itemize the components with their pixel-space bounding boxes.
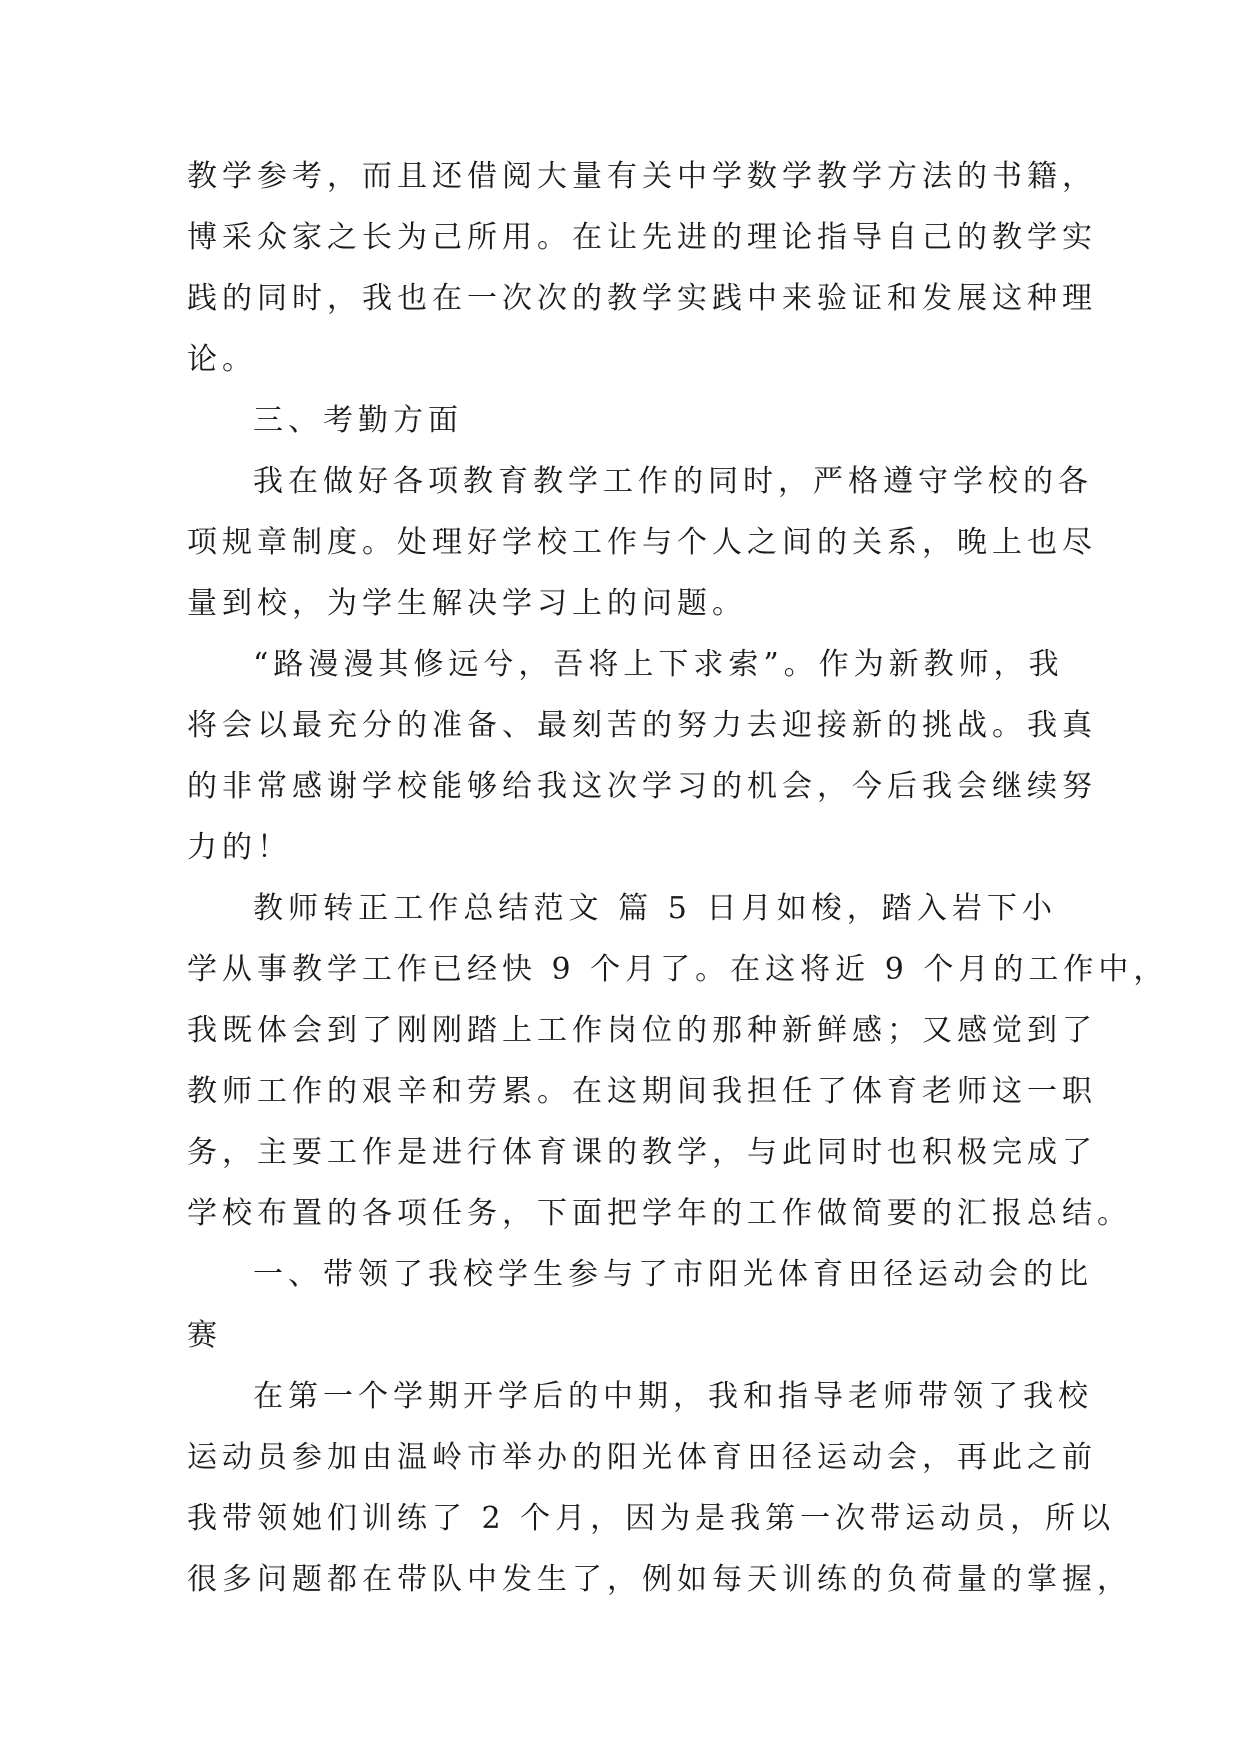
- text-line: 一、带领了我校学生参与了市阳光体育田径运动会的比: [253, 1257, 1093, 1292]
- text-line: 赛: [187, 1318, 222, 1353]
- text-line: 教师转正工作总结范文 篇 5 日月如梭，踏入岩下小: [253, 891, 1057, 926]
- text-line: 力的！: [187, 830, 292, 865]
- text-line: 务，主要工作是进行体育课的教学，与此同时也积极完成了: [187, 1135, 1097, 1170]
- text-line: 博采众家之长为己所用。在让先进的理论指导自己的教学实: [187, 220, 1097, 255]
- text-line: 运动员参加由温岭市举办的阳光体育田径运动会，再此之前: [187, 1440, 1097, 1475]
- text-line: 教师工作的艰辛和劳累。在这期间我担任了体育老师这一职: [187, 1074, 1097, 1109]
- text-line: “路漫漫其修远兮，吾将上下求索”。作为新教师，我: [253, 647, 1064, 682]
- text-line: 项规章制度。处理好学校工作与个人之间的关系，晚上也尽: [187, 525, 1097, 560]
- text-line: 量到校，为学生解决学习上的问题。: [187, 586, 747, 621]
- text-line: 教学参考，而且还借阅大量有关中学数学教学方法的书籍，: [187, 159, 1097, 194]
- text-line: 三、考勤方面: [253, 403, 463, 438]
- text-line: 我带领她们训练了 2 个月，因为是我第一次带运动员，所以: [187, 1501, 1116, 1536]
- text-line: 在第一个学期开学后的中期，我和指导老师带领了我校: [253, 1379, 1093, 1414]
- text-line: 的非常感谢学校能够给我这次学习的机会，今后我会继续努: [187, 769, 1097, 804]
- text-line: 论。: [187, 342, 257, 377]
- text-line: 我既体会到了刚刚踏上工作岗位的那种新鲜感；又感觉到了: [187, 1013, 1097, 1048]
- text-line: 我在做好各项教育教学工作的同时，严格遵守学校的各: [253, 464, 1093, 499]
- text-line: 将会以最充分的准备、最刻苦的努力去迎接新的挑战。我真: [187, 708, 1097, 743]
- text-line: 学从事教学工作已经快 9 个月了。在这将近 9 个月的工作中，: [187, 952, 1169, 987]
- text-line: 践的同时，我也在一次次的教学实践中来验证和发展这种理: [187, 281, 1097, 316]
- document-body: [187, 146, 1169, 1610]
- text-line: 很多问题都在带队中发生了，例如每天训练的负荷量的掌握，: [187, 1562, 1132, 1597]
- text-line: 学校布置的各项任务，下面把学年的工作做简要的汇报总结。: [187, 1196, 1132, 1231]
